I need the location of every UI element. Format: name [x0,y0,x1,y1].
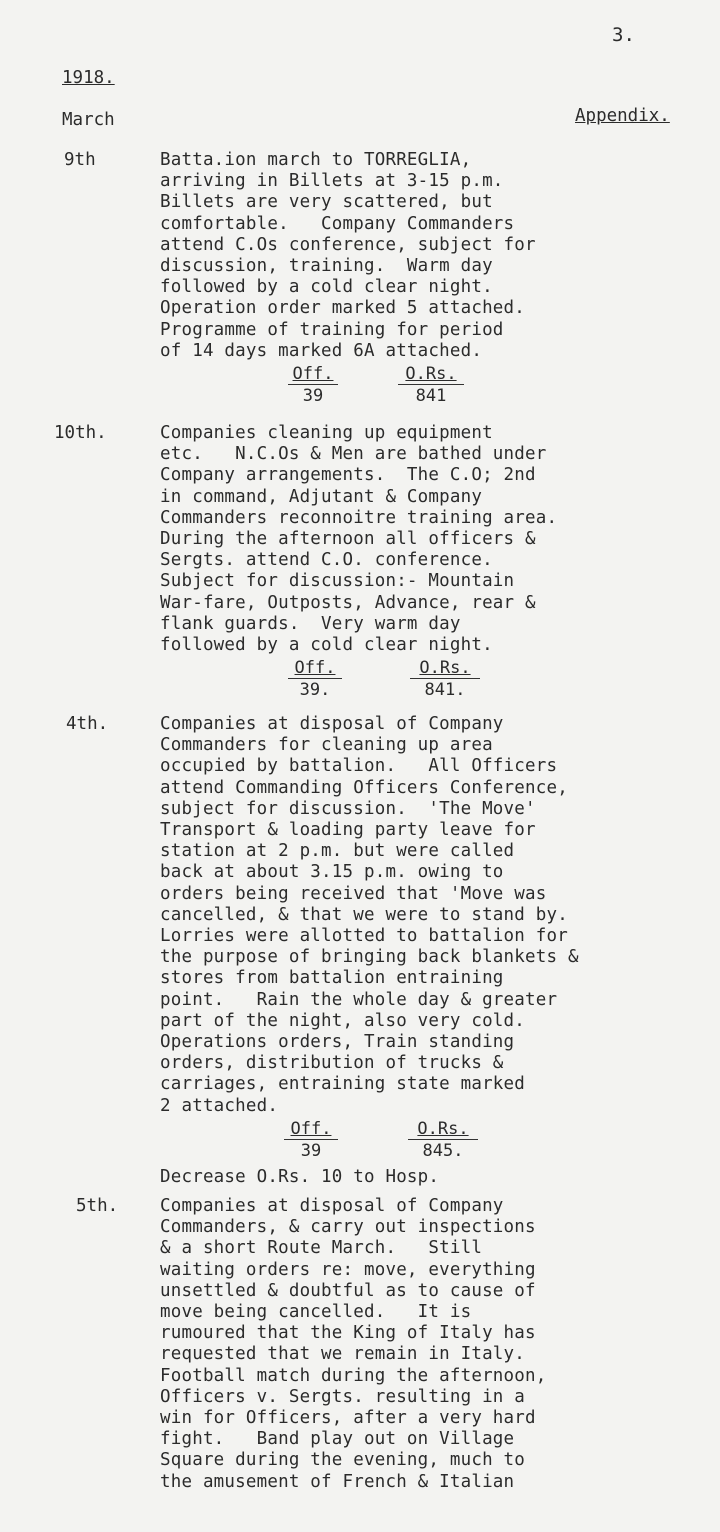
other-ranks-column [408,1119,478,1161]
entry-line: flank guards. Very warm day [160,613,461,634]
other-ranks-label: O.Rs. [405,364,457,385]
officers-value: 39 [288,384,338,406]
entry-line: orders, distribution of trucks & [160,1053,504,1074]
strength-return [160,658,720,706]
entry-line: attend C.Os conference, subject for [160,234,536,255]
entry-line: Transport & loading party leave for [160,820,536,841]
entry-line: comfortable. Company Commanders [160,213,515,234]
officers-value: 39 [284,1139,338,1161]
entry-line: Programme of training for period [160,319,504,340]
other-ranks-column [398,364,464,406]
entry-line: the amusement of French & Italian [160,1471,515,1492]
other-ranks-column [410,658,480,700]
appendix-heading: Appendix. [575,106,670,126]
entry-date: 10th. [54,423,107,443]
entry-line: followed by a cold clear night. [160,635,493,656]
entry-line: discussion, training. Warm day [160,256,493,277]
entry-date: 5th. [76,1196,119,1216]
page-number: 3. [612,24,635,46]
entry-line: requested that we remain in Italy. [160,1344,526,1365]
entry-line: fight. Band play out on Village [160,1429,515,1450]
entry-line: rumoured that the King of Italy has [160,1323,536,1344]
entry-body [160,150,720,412]
entry-line: stores from battalion entraining [160,968,504,989]
entry-line: orders being received that 'Move was [160,883,547,904]
officers-label: Off. [294,658,336,679]
entry-date: 9th [64,150,96,170]
officers-label: Off. [290,1118,332,1139]
strength-return [160,1119,720,1167]
entry-line: Football match during the afternoon, [160,1365,547,1386]
entry-line: Commanders reconnoitre training area. [160,507,558,528]
entry-line: During the afternoon all officers & [160,529,536,550]
month-heading: March [62,110,115,130]
entry-line: win for Officers, after a very hard [160,1408,536,1429]
other-ranks-value: 841 [398,384,464,406]
entry-line: cancelled, & that we were to stand by. [160,904,568,925]
year-heading: 1918. [62,68,115,88]
entry-body [160,423,720,706]
entry-line: Operations orders, Train standing [160,1032,515,1053]
entry-line: Batta.ion march to TORREGLIA, [160,150,472,170]
officers-label: Off. [292,364,334,385]
officers-column [284,1119,338,1161]
entry-line: War-fare, Outposts, Advance, rear & [160,592,536,613]
entry-line: Billets are very scattered, but [160,192,493,213]
entry-line: in command, Adjutant & Company [160,486,483,507]
officers-value: 39. [288,678,342,700]
entry-line: move being cancelled. It is [160,1302,472,1323]
entry-date: 4th. [66,714,109,734]
officers-column [288,658,342,700]
entry-line: Commanders, & carry out inspections [160,1217,536,1238]
entry-line: Officers v. Sergts. resulting in a [160,1386,526,1407]
entry-line: Companies at disposal of Company [160,1196,504,1216]
entry-line: Companies at disposal of Company [160,714,504,734]
entry-line: carriages, entraining state marked [160,1074,526,1095]
entry-line: part of the night, also very cold. [160,1010,526,1031]
entry-line: arriving in Billets at 3-15 p.m. [160,171,504,192]
entry-line: etc. N.C.Os & Men are bathed under [160,444,547,465]
entry-line: Companies cleaning up equipment [160,423,493,443]
entry-line: unsettled & doubtful as to cause of [160,1280,536,1301]
entry-line: back at about 3.15 p.m. owing to [160,862,504,883]
entry-line: of 14 days marked 6A attached. [160,340,483,361]
other-ranks-value: 841. [410,678,480,700]
entry-line: Company arrangements. The C.O; 2nd [160,465,536,486]
entry-line: Square during the evening, much to [160,1450,526,1471]
other-ranks-label: O.Rs. [419,658,471,679]
entry-line: waiting orders re: move, everything [160,1259,536,1280]
entry-line: Sergts. attend C.O. conference. [160,550,493,571]
entry-note: Decrease O.Rs. 10 to Hosp. [160,1166,440,1187]
entry-line: point. Rain the whole day & greater [160,989,558,1010]
entry-line: attend Commanding Officers Conference, [160,777,568,798]
other-ranks-label: O.Rs. [417,1118,469,1139]
entry-body [160,1196,720,1493]
entry-line: Operation order marked 5 attached. [160,298,526,319]
entry-line: occupied by battalion. All Officers [160,756,558,777]
officers-column [288,364,338,406]
entry-line: Lorries were allotted to battalion for [160,926,568,947]
entry-line: subject for discussion. 'The Move' [160,798,536,819]
entry-line: 2 attached. [160,1095,279,1116]
entry-line: the purpose of bringing back blankets & [160,947,579,968]
entry-line: station at 2 p.m. but were called [160,841,515,862]
entry-line: Subject for discussion:- Mountain [160,571,515,592]
other-ranks-value: 845. [408,1139,478,1161]
entry-line: followed by a cold clear night. [160,277,493,298]
entry-line: Commanders for cleaning up area [160,735,493,756]
entry-line: & a short Route March. Still [160,1238,483,1259]
strength-return [160,364,720,412]
entry-body [160,714,720,1188]
